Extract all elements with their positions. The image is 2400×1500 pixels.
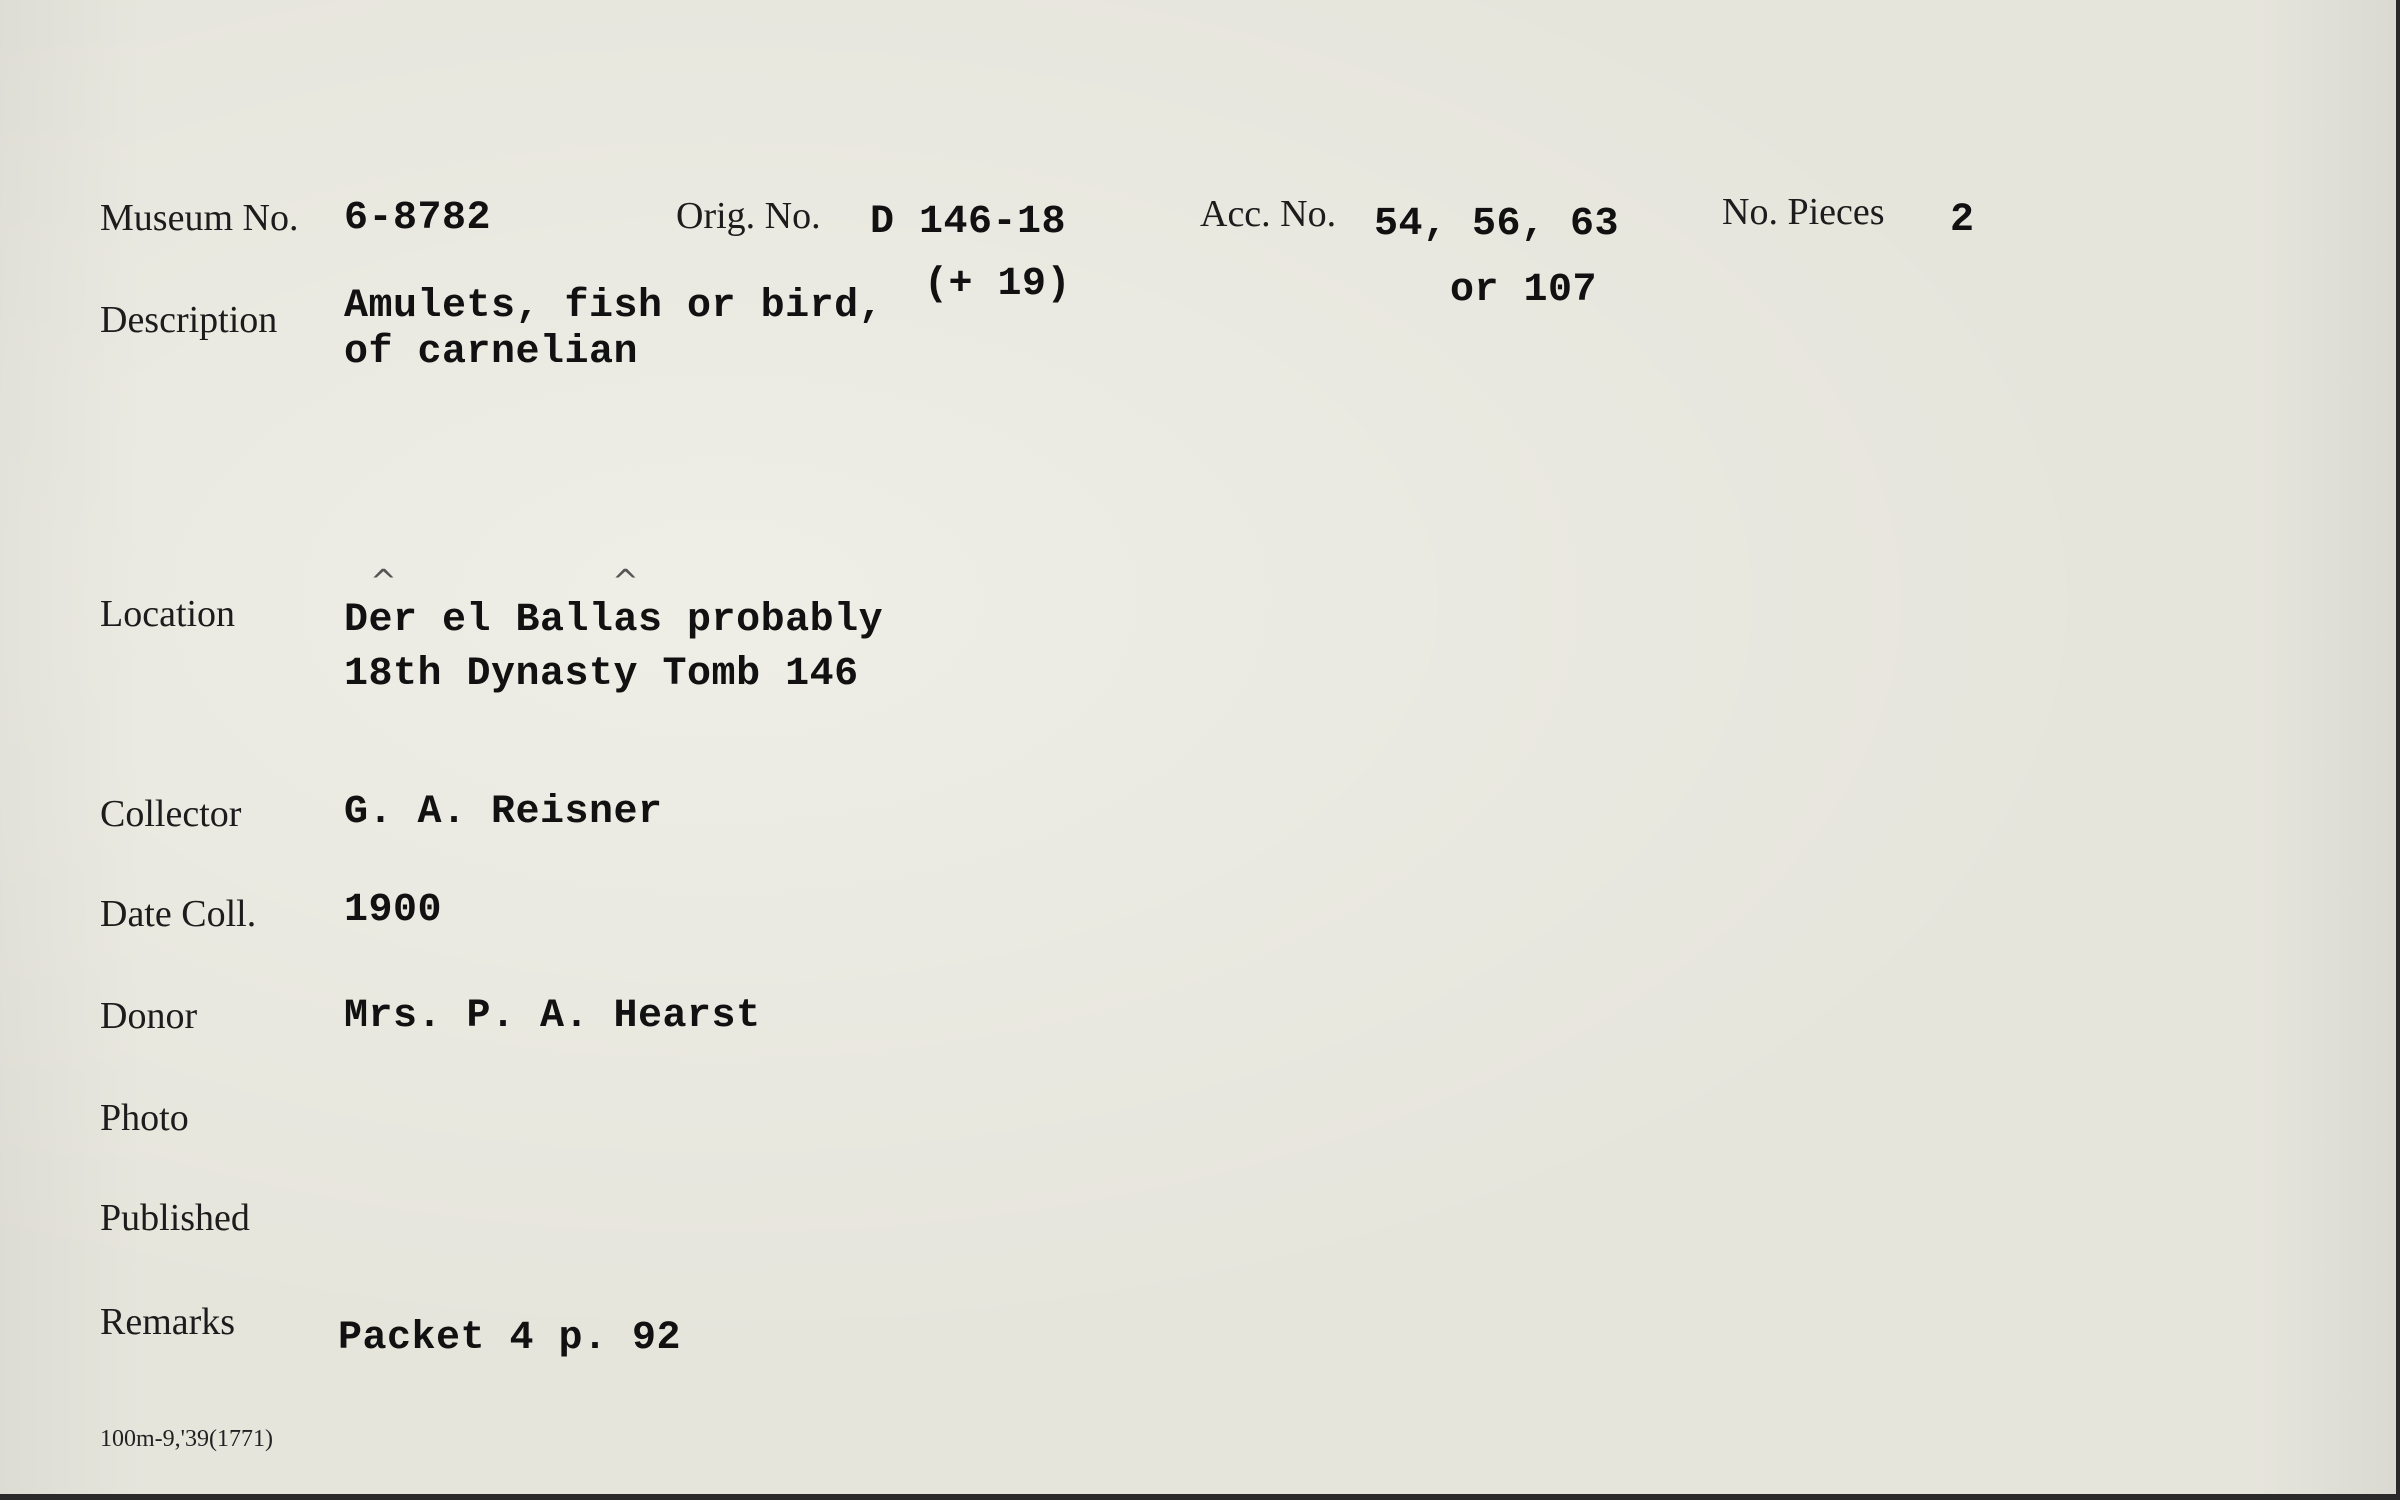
card-edge-right bbox=[2396, 0, 2400, 1500]
acc-no-value-line2: or 107 bbox=[1450, 268, 1598, 313]
description-line1: Amulets, fish or bird, bbox=[344, 284, 884, 329]
description-label: Description bbox=[100, 299, 278, 341]
orig-no-label: Orig. No. bbox=[676, 195, 821, 237]
orig-no-note: (+ 19) bbox=[924, 262, 1072, 307]
form-code: 100m-9,'39(1771) bbox=[100, 1426, 273, 1452]
card-edge-bottom bbox=[0, 1494, 2400, 1500]
collector-label: Collector bbox=[100, 793, 242, 835]
collector-value: G. A. Reisner bbox=[344, 790, 663, 835]
location-line1: Der el Ballas probably bbox=[344, 598, 884, 643]
circumflex-mark-1: ^ bbox=[370, 562, 397, 600]
remarks-value: Packet 4 p. 92 bbox=[338, 1316, 682, 1361]
orig-no-value: D 146-18 bbox=[870, 200, 1067, 245]
date-coll-value: 1900 bbox=[344, 888, 443, 933]
photo-label: Photo bbox=[100, 1097, 189, 1139]
description-line2: of carnelian bbox=[344, 330, 639, 375]
no-pieces-value: 2 bbox=[1950, 198, 1975, 243]
date-coll-label: Date Coll. bbox=[100, 893, 257, 935]
museum-no-label: Museum No. bbox=[100, 197, 299, 239]
remarks-label: Remarks bbox=[100, 1301, 236, 1343]
acc-no-label: Acc. No. bbox=[1200, 193, 1337, 235]
no-pieces-label: No. Pieces bbox=[1722, 191, 1885, 233]
museum-no-value: 6-8782 bbox=[344, 196, 492, 241]
location-line2: 18th Dynasty Tomb 146 bbox=[344, 652, 859, 697]
circumflex-mark-2: ^ bbox=[612, 562, 639, 600]
acc-no-value-line1: 54, 56, 63 bbox=[1374, 202, 1620, 247]
location-label: Location bbox=[100, 593, 236, 635]
donor-value: Mrs. P. A. Hearst bbox=[344, 994, 761, 1039]
published-label: Published bbox=[100, 1197, 250, 1239]
donor-label: Donor bbox=[100, 995, 198, 1037]
